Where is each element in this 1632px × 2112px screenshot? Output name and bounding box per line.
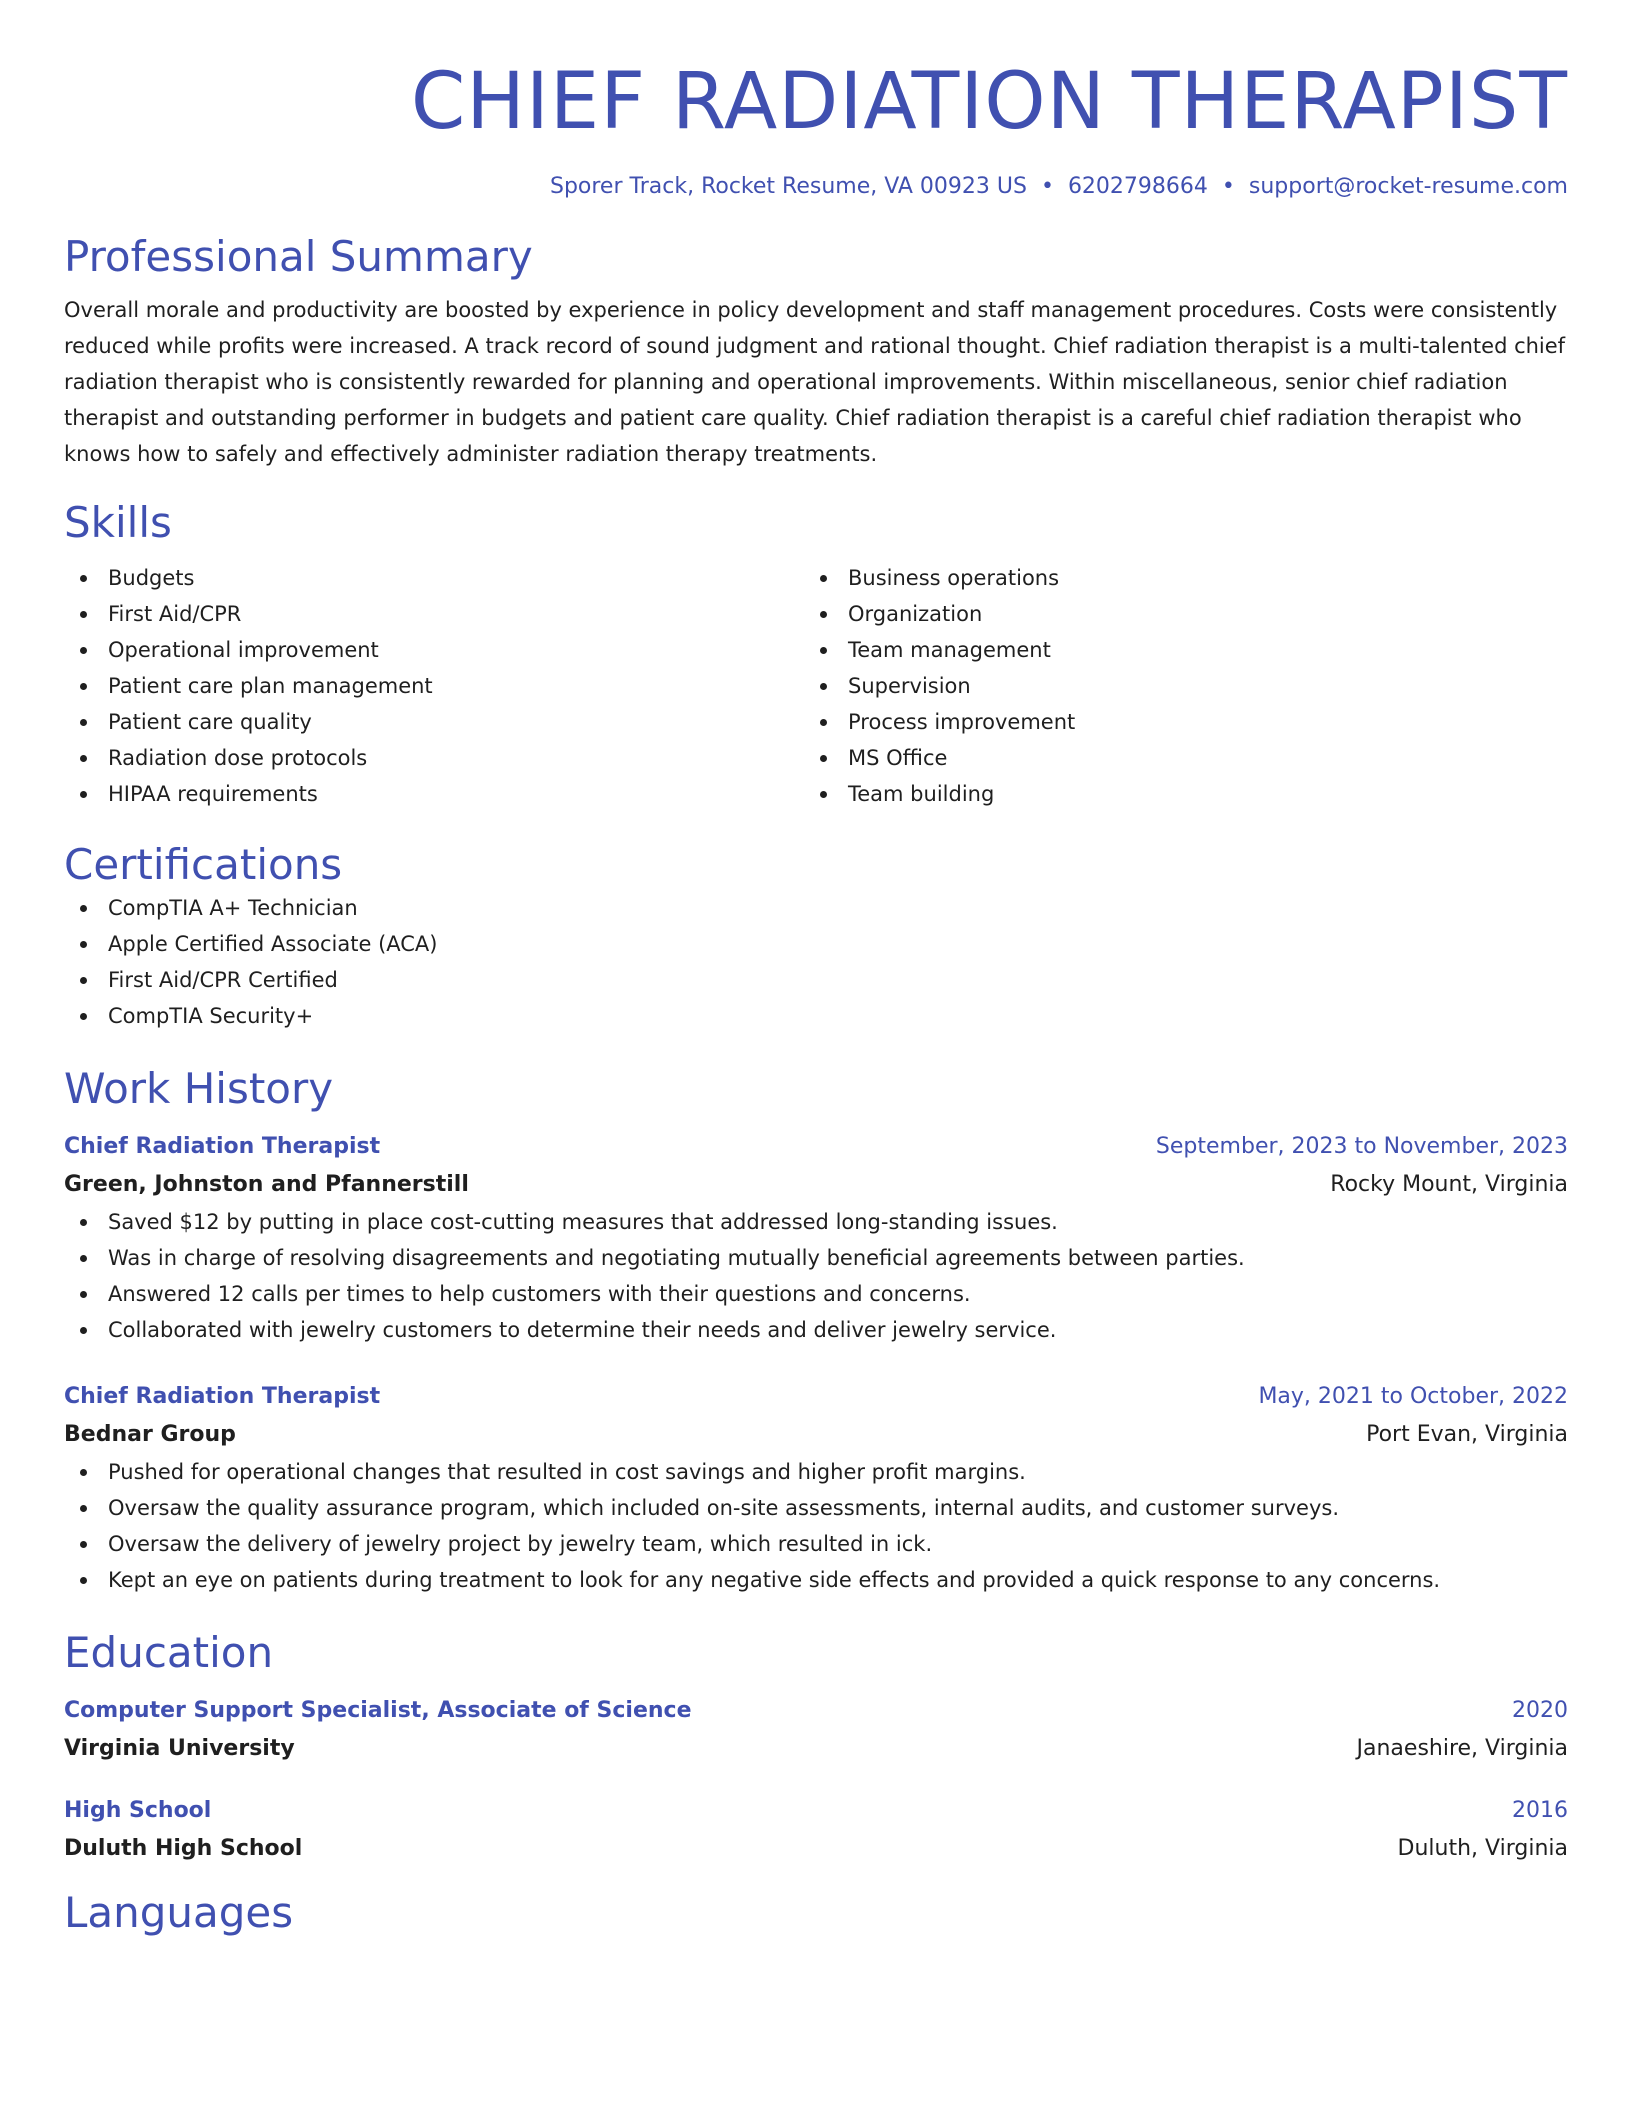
- education-entry: [64, 1692, 1568, 1768]
- job-header-row: [64, 1378, 1568, 1416]
- job-bullet-text: Pushed for operational changes that resulted in cost savings and higher profit margins.: [108, 1460, 1026, 1484]
- education-school-row: [64, 1730, 1568, 1768]
- skill-item: [804, 560, 1544, 596]
- job-bullet-text: Kept an eye on patients during treatment to look for any negative side effects and provided a quick response to any concerns.: [108, 1568, 1441, 1592]
- bullet-icon: [80, 1219, 87, 1226]
- job-header-row: [64, 1128, 1568, 1166]
- job-company: Green, Johnston and Pfannerstill: [64, 1172, 469, 1197]
- skills-column-right: [804, 560, 1544, 812]
- work-history-heading: Work History: [64, 1064, 334, 1113]
- job-bullet-text: Was in charge of resolving disagreements and negotiating mutually beneficial agreements between parties.: [108, 1246, 1245, 1270]
- certification-label: CompTIA A+ Technician: [108, 896, 358, 920]
- job-location: Port Evan, Virginia: [1366, 1422, 1568, 1447]
- education-school: Duluth High School: [64, 1836, 303, 1861]
- skill-label: HIPAA requirements: [108, 782, 318, 806]
- skills-list-right: [804, 560, 1544, 812]
- job-role: Chief Radiation Therapist: [64, 1134, 381, 1159]
- certification-label: Apple Certified Associate (ACA): [108, 932, 438, 956]
- job-bullet: [64, 1490, 1568, 1526]
- job-bullet: [64, 1562, 1568, 1598]
- bullet-icon: [80, 755, 87, 762]
- skill-item: [64, 596, 804, 632]
- skill-item: [804, 740, 1544, 776]
- bullet-icon: [80, 1541, 87, 1548]
- bullet-icon: [820, 755, 827, 762]
- contact-separator: •: [1040, 174, 1054, 199]
- job-bullet: [64, 1276, 1568, 1312]
- skill-label: Process improvement: [848, 710, 1076, 734]
- job-bullet-list: [64, 1204, 1568, 1348]
- summary-heading: Professional Summary: [64, 232, 533, 281]
- skill-item: [804, 776, 1544, 812]
- certifications-list: [64, 890, 1568, 1034]
- job-location: Rocky Mount, Virginia: [1330, 1172, 1568, 1197]
- skill-label: Business operations: [848, 566, 1060, 590]
- skill-item: [804, 704, 1544, 740]
- skill-label: Radiation dose protocols: [108, 746, 368, 770]
- bullet-icon: [80, 941, 87, 948]
- job-bullet-text: Oversaw the quality assurance program, which included on-site assessments, internal audits, and customer surveys.: [108, 1496, 1340, 1520]
- bullet-icon: [80, 719, 87, 726]
- certification-label: First Aid/CPR Certified: [108, 968, 338, 992]
- education-header-row: [64, 1792, 1568, 1830]
- education-year: 2016: [1512, 1798, 1568, 1823]
- job-company-row: [64, 1166, 1568, 1204]
- job-role: Chief Radiation Therapist: [64, 1384, 381, 1409]
- certification-item: [64, 926, 1568, 962]
- bullet-icon: [80, 977, 87, 984]
- skill-label: Patient care plan management: [108, 674, 433, 698]
- bullet-icon: [820, 647, 827, 654]
- job-bullet-text: Collaborated with jewelry customers to determine their needs and deliver jewelry service.: [108, 1318, 1057, 1342]
- job-bullet: [64, 1204, 1568, 1240]
- job-dates: May, 2021 to October, 2022: [1258, 1384, 1568, 1409]
- skill-item: [64, 704, 804, 740]
- skill-label: Patient care quality: [108, 710, 312, 734]
- skill-label: Budgets: [108, 566, 195, 590]
- bullet-icon: [80, 1327, 87, 1334]
- skill-item: [64, 776, 804, 812]
- bullet-icon: [80, 1013, 87, 1020]
- job-entry: [64, 1378, 1568, 1598]
- skill-item: [64, 560, 804, 596]
- bullet-icon: [820, 719, 827, 726]
- contact-separator: •: [1221, 174, 1235, 199]
- job-bullet-text: Saved $12 by putting in place cost-cutting measures that addressed long-standing issues.: [108, 1210, 1058, 1234]
- skill-label: Operational improvement: [108, 638, 379, 662]
- bullet-icon: [820, 611, 827, 618]
- education-heading: Education: [64, 1628, 274, 1677]
- skill-label: Organization: [848, 602, 983, 626]
- bullet-icon: [820, 791, 827, 798]
- education-location: Duluth, Virginia: [1397, 1836, 1568, 1861]
- job-bullet: [64, 1454, 1568, 1490]
- contact-line: [64, 172, 1568, 202]
- skill-item: [64, 632, 804, 668]
- contact-address: Sporer Track, Rocket Resume, VA 00923 US: [549, 174, 1027, 199]
- skills-grid: [64, 560, 1568, 812]
- certification-item: [64, 962, 1568, 998]
- job-bullet: [64, 1526, 1568, 1562]
- job-bullet: [64, 1312, 1568, 1348]
- certification-item: [64, 998, 1568, 1034]
- job-dates: September, 2023 to November, 2023: [1155, 1134, 1568, 1159]
- bullet-icon: [80, 611, 87, 618]
- certifications-heading: Certifications: [64, 840, 343, 889]
- job-bullet: [64, 1240, 1568, 1276]
- job-bullet-list: [64, 1454, 1568, 1598]
- job-bullet-text: Oversaw the delivery of jewelry project by jewelry team, which resulted in ick.: [108, 1532, 933, 1556]
- skills-column-left: [64, 560, 804, 812]
- job-company-row: [64, 1416, 1568, 1454]
- skill-label: MS Office: [848, 746, 948, 770]
- job-bullet-text: Answered 12 calls per times to help customers with their questions and concerns.: [108, 1282, 971, 1306]
- bullet-icon: [80, 683, 87, 690]
- job-company: Bednar Group: [64, 1422, 236, 1447]
- certification-label: CompTIA Security+: [108, 1004, 314, 1028]
- bullet-icon: [820, 575, 827, 582]
- contact-email[interactable]: support@rocket-resume.com: [1248, 174, 1568, 199]
- contact-phone: 6202798664: [1067, 174, 1208, 199]
- bullet-icon: [820, 683, 827, 690]
- education-header-row: [64, 1692, 1568, 1730]
- job-entry: [64, 1128, 1568, 1348]
- languages-heading: Languages: [64, 1888, 294, 1937]
- bullet-icon: [80, 575, 87, 582]
- skill-label: First Aid/CPR: [108, 602, 242, 626]
- candidate-title: CHIEF RADIATION THERAPIST: [410, 57, 1568, 147]
- bullet-icon: [80, 905, 87, 912]
- skill-label: Team building: [848, 782, 995, 806]
- skill-label: Team management: [848, 638, 1051, 662]
- bullet-icon: [80, 1469, 87, 1476]
- bullet-icon: [80, 647, 87, 654]
- summary-text: Overall morale and productivity are boosted by experience in policy development and staff management procedures. Costs were consistently reduced while profits were increased. A track record of sound judgment and rational thought. Chief radiation therapist is a multi-talented chief radiation therapist who is consistently rewarded for planning and operational improvements. Within miscellaneous, senior chief radiation therapist and outstanding performer in budgets and patient care quality. Chief radiation therapist is a careful chief radiation therapist who knows how to safely and effectively administer radiation therapy treatments.: [64, 298, 1566, 466]
- bullet-icon: [80, 1505, 87, 1512]
- skills-list-left: [64, 560, 804, 812]
- education-school-row: [64, 1830, 1568, 1868]
- skill-item: [804, 596, 1544, 632]
- education-degree: High School: [64, 1798, 212, 1823]
- education-school: Virginia University: [64, 1736, 295, 1761]
- bullet-icon: [80, 1255, 87, 1262]
- bullet-icon: [80, 1291, 87, 1298]
- education-location: Janaeshire, Virginia: [1356, 1736, 1568, 1761]
- bullet-icon: [80, 1577, 87, 1584]
- skill-item: [804, 632, 1544, 668]
- skill-label: Supervision: [848, 674, 971, 698]
- certification-item: [64, 890, 1568, 926]
- education-year: 2020: [1512, 1698, 1568, 1723]
- skill-item: [64, 668, 804, 704]
- education-degree: Computer Support Specialist, Associate of Science: [64, 1698, 692, 1723]
- skill-item: [64, 740, 804, 776]
- education-entry: [64, 1792, 1568, 1868]
- bullet-icon: [80, 791, 87, 798]
- skills-heading: Skills: [64, 498, 172, 547]
- skill-item: [804, 668, 1544, 704]
